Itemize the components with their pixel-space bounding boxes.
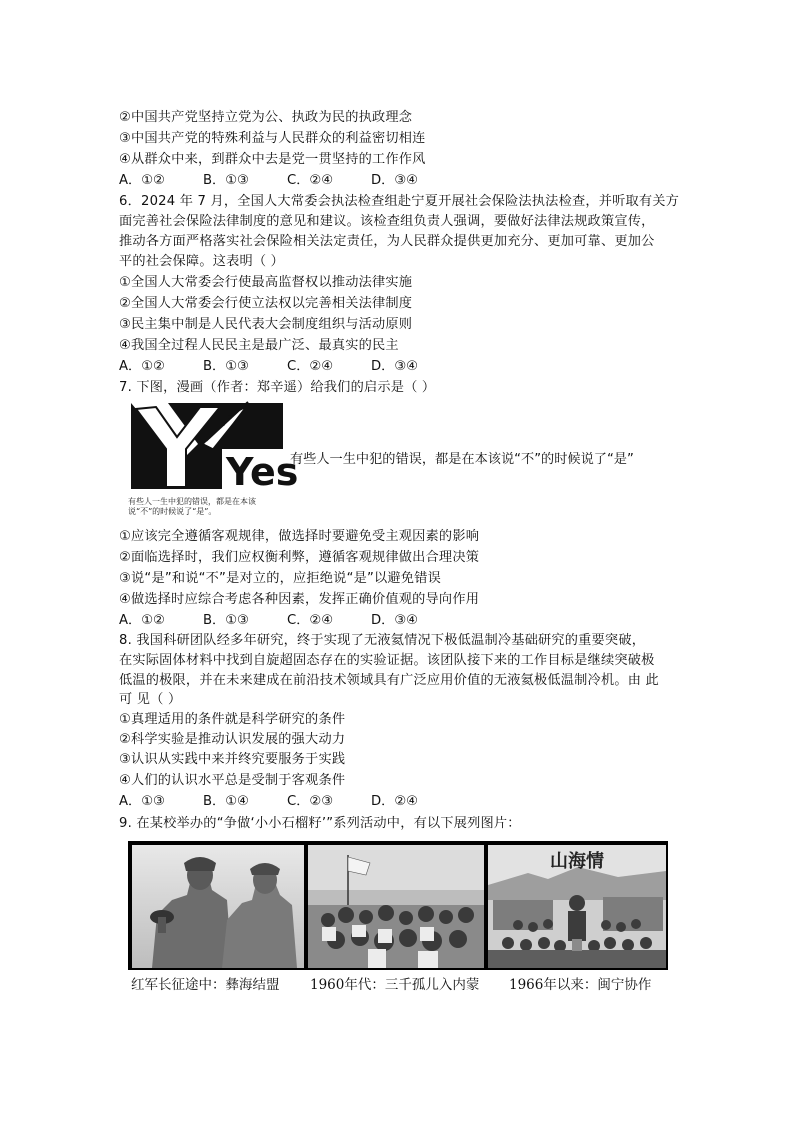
yes-cartoon-word: Yes (226, 450, 299, 494)
q8-choice-d[interactable]: D．②④ (371, 794, 418, 809)
q6-choice-a[interactable]: A．①② (119, 359, 165, 374)
q6-stem-line-4: 平的社会保障。这表明（ ） (119, 254, 285, 269)
q5-choice-b[interactable]: B．①③ (203, 173, 249, 188)
cartoon-side-caption: 有些人一生中犯的错误，都是在本该说“不”的时候说了“是” (290, 452, 634, 467)
q7-option-3: ③说“是”和说“不”是对立的，应拒绝说“是”以避免错误 (119, 571, 441, 586)
q8-choice-b[interactable]: B．①④ (203, 794, 249, 809)
q8-stem-line-4: 可 见（ ） (119, 692, 182, 707)
q5-choice-d[interactable]: D．③④ (371, 173, 418, 188)
q7-choices (119, 611, 455, 631)
q8-option-1: ①真理适用的条件就是科学研究的条件 (119, 712, 346, 727)
q6-stem-line-3: 推动各方面严格落实社会保险相关法定责任，为人民群众提供更加充分、更加可靠、更加公 (119, 234, 655, 249)
q6-option-1: ①全国人大常委会行使最高监督权以推动法律实施 (119, 275, 413, 290)
photo-caption-2: 1960年代：三千孤儿入内蒙 (310, 977, 480, 993)
q6-choice-c[interactable]: C．②④ (287, 359, 334, 374)
q9-stem: 9. 在某校举办的“争做‘小小石榴籽’”系列活动中，有以下展列图片： (119, 816, 521, 831)
q6-choice-d[interactable]: D．③④ (371, 359, 418, 374)
q5-option-3: ③中国共产党的特殊利益与人民群众的利益密切相连 (119, 131, 426, 146)
q6-choices (119, 357, 455, 377)
q5-choice-a[interactable]: A．①② (119, 173, 165, 188)
q8-stem-line-3: 低温的极限，并在未来建成在前沿技术领域具有广泛应用价值的无液氦极低温制冷机。由 此 (119, 673, 659, 688)
q7-stem: 7. 下图，漫画（作者：郑辛遥）给我们的启示是（ ） (119, 380, 436, 395)
photo-strip (128, 841, 668, 970)
q8-option-3: ③认识从实践中来并终究要服务于实践 (119, 752, 346, 767)
photo-caption-3: 1966年以来：闽宁协作 (509, 977, 652, 993)
q8-choice-c[interactable]: C．②③ (287, 794, 334, 809)
photo-yihai-alliance (132, 845, 304, 968)
q6-choice-b[interactable]: B．①③ (203, 359, 249, 374)
q8-choices (119, 792, 455, 812)
q7-option-1: ①应该完全遵循客观规律，做选择时要避免受主观因素的影响 (119, 529, 480, 544)
q8-stem-line-2: 在实际固体材料中找到自旋超固态存在的实验证据。该团队接下来的工作目标是继续突破极 (119, 653, 655, 668)
q6-option-2: ②全国人大常委会行使立法权以完善相关法律制度 (119, 296, 413, 311)
photo-orphans-inner-mongolia (308, 845, 484, 968)
q7-choice-c[interactable]: C．②④ (287, 613, 334, 628)
q5-choices (119, 171, 455, 191)
q8-option-2: ②科学实验是推动认识发展的强大动力 (119, 732, 346, 747)
q7-option-2: ②面临选择时，我们应权衡利弊，遵循客观规律做出合理决策 (119, 550, 480, 565)
cartoon-small-caption: 有些人一生中犯的错误，都是在本该说“不”的时候说了“是”。 (128, 497, 256, 516)
q7-option-4: ④做选择时应综合考虑各种因素，发挥正确价值观的导向作用 (119, 592, 480, 607)
q5-option-4: ④从群众中来，到群众中去是党一贯坚持的工作作风 (119, 152, 426, 167)
photo-minning-cooperation-poster (488, 845, 666, 968)
q8-choice-a[interactable]: A．①③ (119, 794, 165, 809)
q6-option-4: ④我国全过程人民民主是最广泛、最真实的民主 (119, 338, 399, 353)
q5-choice-c[interactable]: C．②④ (287, 173, 334, 188)
q7-choice-a[interactable]: A．①② (119, 613, 165, 628)
yes-cartoon-drawing (128, 399, 299, 496)
poster-title: 山海情 (550, 851, 604, 872)
q8-stem-line-1: 8. 我国科研团队经多年研究，终于实现了无液氦情况下极低温制冷基础研究的重要突破， (119, 633, 646, 648)
q6-option-3: ③民主集中制是人民代表大会制度组织与活动原则 (119, 317, 413, 332)
q6-stem-line-2: 面完善社会保险法律制度的意见和建议。该检查组负责人强调，要做好法律法规政策宣传， (119, 214, 655, 229)
q5-option-2: ②中国共产党坚持立党为公、执政为民的执政理念 (119, 110, 413, 125)
q8-option-4: ④人们的认识水平总是受制于客观条件 (119, 773, 346, 788)
photo-caption-1: 红军长征途中：彝海结盟 (131, 977, 280, 993)
q7-choice-d[interactable]: D．③④ (371, 613, 418, 628)
q7-choice-b[interactable]: B．①③ (203, 613, 249, 628)
q6-stem-line-1: 6．2024 年 7 月，全国人大常委会执法检查组赴宁夏开展社会保险法执法检查，并听取有关方 (119, 194, 680, 209)
